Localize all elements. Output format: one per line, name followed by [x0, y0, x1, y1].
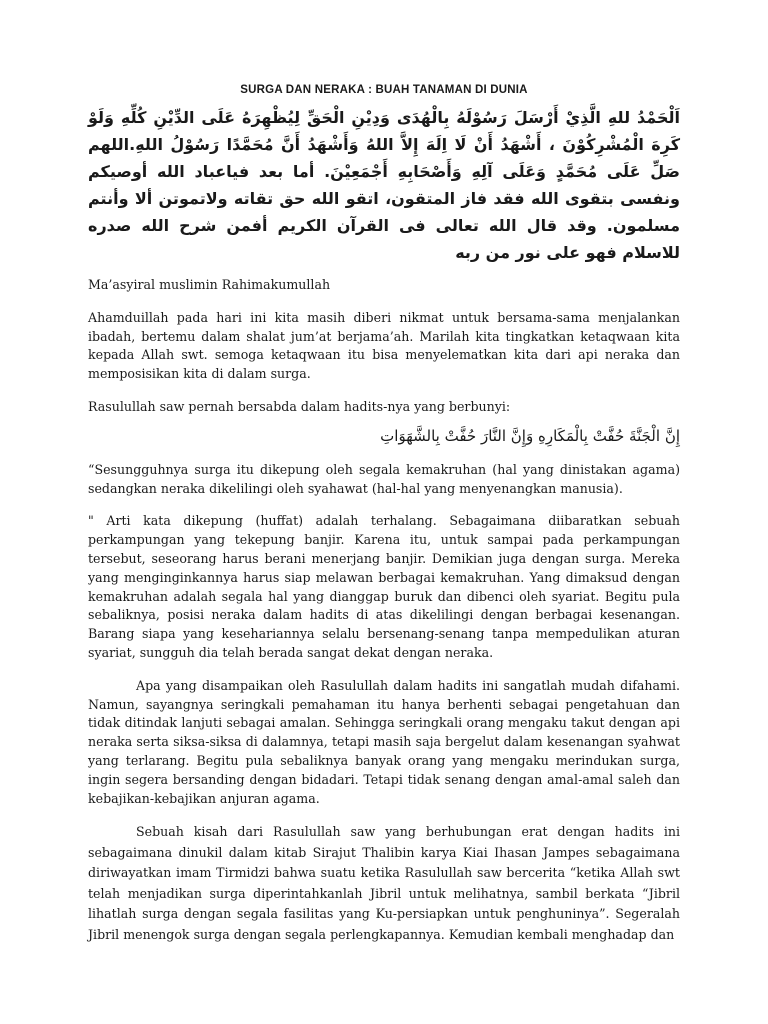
hadith-intro: Rasulullah saw pernah bersabda dalam hadits-nya yang berbunyi:	[88, 398, 511, 414]
document-title: SURGA DAN NERAKA : BUAH TANAMAN DI DUNIA	[240, 84, 528, 96]
arabic-opening-text: اَلْحَمْدُ للهِ الَّذِيْ أَرْسَلَ رَسُوْلَهُ بِالْهُدَى وَدِيْنِ الْحَقِّ لِيُظْهِرَهُ عَلَى الدِّيْنِ كُلِّهِ وَلَوْ كَرِهَ الْمُشْرِكُوْنَ ، أَشْهَدُ أَنْ لَا اِلَهَ إِلاَّ اللهُ وَأَشْهَدُ أَنَّ مُحَمَّدًا رَسُوْلُ اللهِ.اللهم صَلِّ عَلَى مُحَمَّدٍ وَعَلَى آلِهِ وَأَصْحَابِهِ أَجْمَعِيْنَ. أما بعد فياعباد الله أوصيكم ونفسى بتقوى الله فقد فاز المتقون، اتقو الله حق تقاته ولاتموتن ألا وأنتم مسلمون. وقد قال الله تعالى فى القرآن الكريم أفمن شرح الله صدره للاسلام فهو على نور من ربه	[88, 108, 680, 262]
salutation: Ma’asyiral muslimin Rahimakumullah	[88, 277, 331, 292]
hadith-arabic-text: إِنَّ الْجَنَّةَ حُفَّتْ بِالْمَكَارِهِ وَإِنَّ النَّارَ حُفَّتْ بِالشَّهَوَاتِ	[380, 426, 680, 445]
paragraph-understanding: Apa yang disampaikan oleh Rasulullah dalam hadits ini sangatlah mudah difahami. Namun, sayangnya seringkali pemahaman itu hanya berhenti sebagai pengetahuan dan tidak ditindak lanjuti sebagai amalan. Sehingga seringkali orang mengaku takut dengan api neraka serta siksa-siksa di dalamnya, tetapi masih saja bergelut dalam kesenangan syahwat yang terlarang. Begitu pula sebaliknya banyak orang yang mengaku merindukan surga, ingin segera bersanding dengan bidadari. Tetapi tidak senang dengan amal-amal saleh dan kebajikan-kebajikan anjuran agama.	[88, 677, 680, 806]
paragraph-opening: Ahamduillah pada hari ini kita masih diberi nikmat untuk bersama-sama menjalankan ibadah, bertemu dalam shalat jum’at berjama’ah. Marilah kita tingkatkan ketaqwaan kita kepada Allah swt. semoga ketaqwaan itu bisa menyelematkan kita dari api neraka dan memposisikan kita di dalam surga.	[88, 309, 680, 382]
hadith-translation: “Sesungguhnya surga itu dikepung oleh segala kemakruhan (hal yang dinistakan agama) sedangkan neraka dikelilingi oleh syahawat (hal-hal yang menyenangkan manusia).	[88, 461, 680, 496]
paragraph-story: Sebuah kisah dari Rasulullah saw yang berhubungan erat dengan hadits ini sebagaimana dinukil dalam kitab Sirajut Thalibin karya Kiai Ihasan Jampes sebagaimana diriwayatkan imam Tirmidzi bahwa suatu ketika Rasulullah saw bercerita “ketika Allah swt telah menjadikan surga diperintahkanlah Jibril untuk melihatnya, sambil berkata “Jibril lihatlah surga dengan segala fasilitas yang Ku-persiapkan untuk penghuninya”. Segeralah Jibril menengok surga dengan segala perlengkapannya. Kemudian kembali menghadap dan	[88, 824, 680, 942]
paragraph-explanation: " Arti kata dikepung (huffat) adalah terhalang. Sebagaimana diibaratkan sebuah perkampungan yang tekepung banjir. Karena itu, untuk sampai pada perkampungan tersebut, seseorang harus berani menerjang banjir. Demikian juga dengan surga. Mereka yang menginginkannya harus siap melawan berbagai kemakruhan. Yang dimaksud dengan kemakruhan adalah segala hal yang dianggap buruk dan dibenci oleh syariat. Begitu pula sebaliknya, posisi neraka dalam hadits di atas dikelilingi dengan berbagai kesenangan. Barang siapa yang kesehariannya selalu bersenang-senang tanpa mempedulikan aturan syariat, sungguh dia telah berada sangat dekat dengan neraka.	[88, 513, 680, 660]
